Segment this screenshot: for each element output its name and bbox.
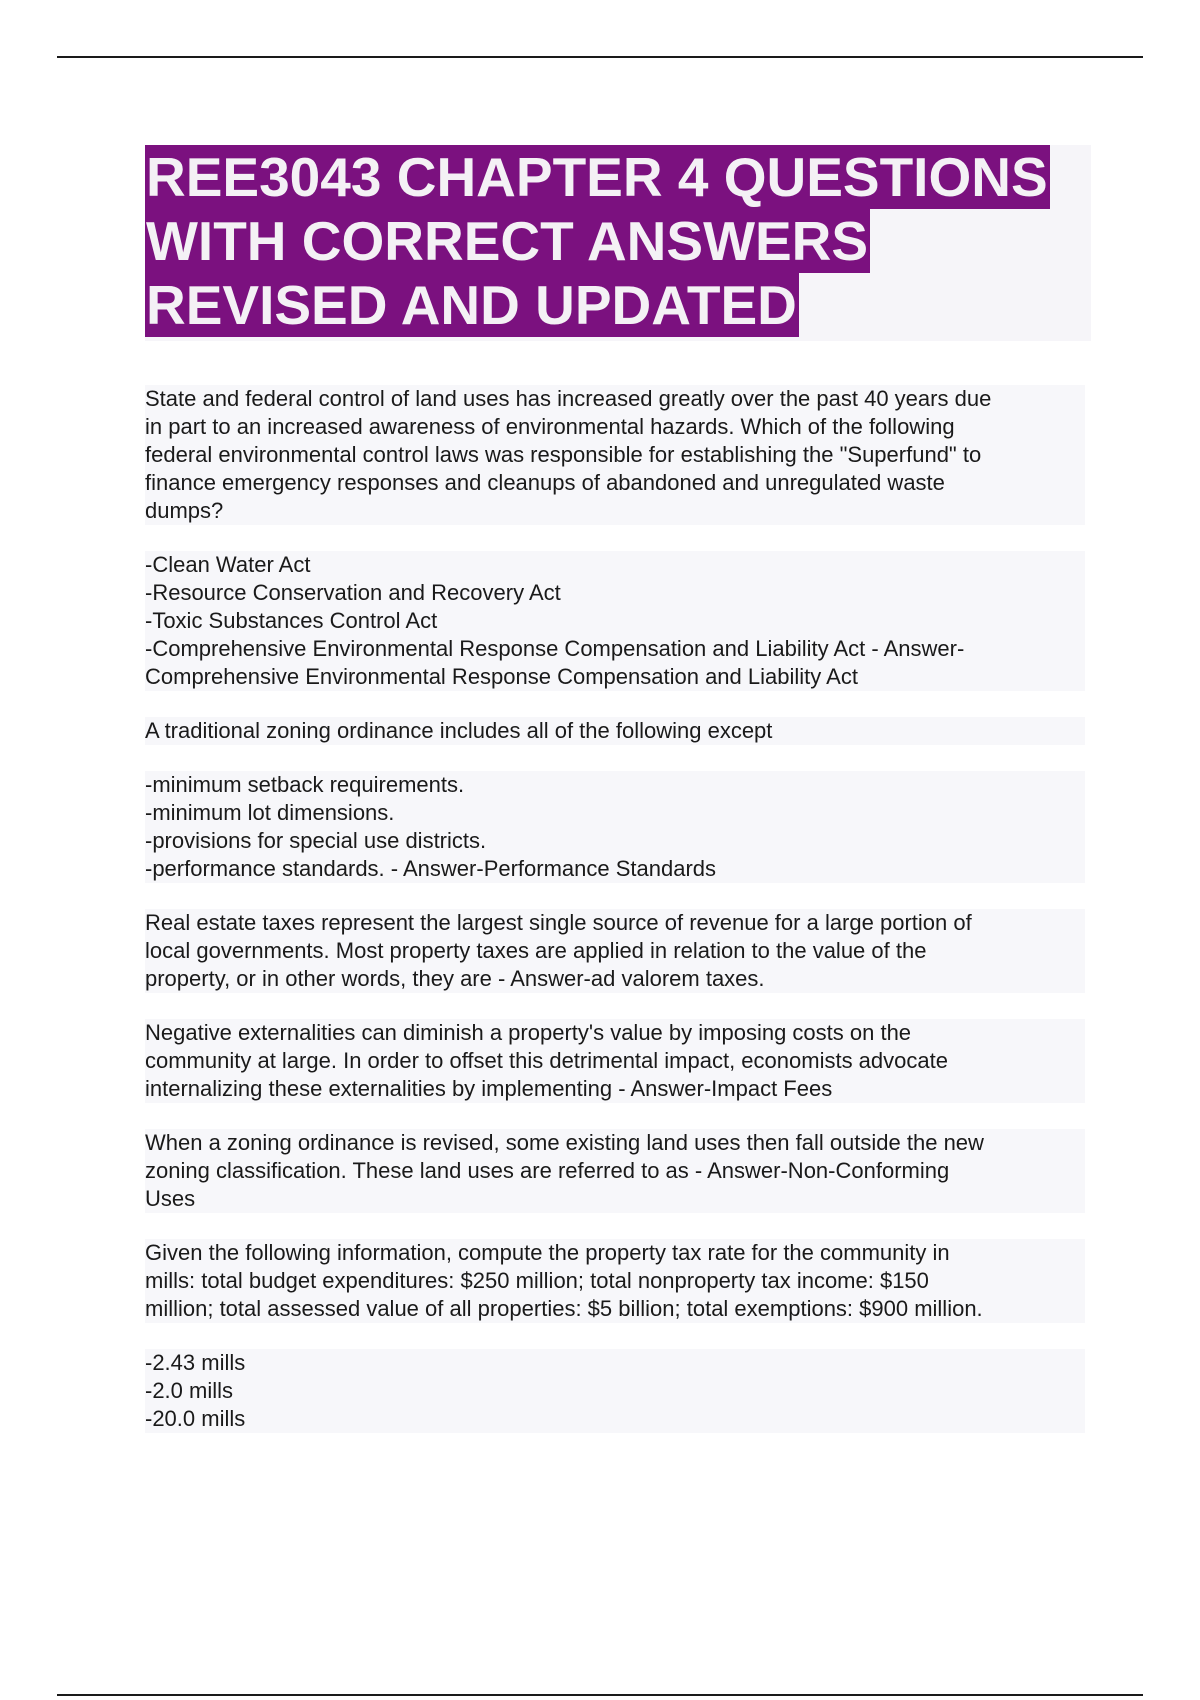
text-line: -2.43 mills [145,1350,246,1375]
document-title [145,145,1091,341]
text-line: dumps? [145,498,224,523]
text-line: finance emergency responses and cleanups of abandoned and unregulated waste [145,470,945,495]
paragraph [145,1239,1085,1323]
paragraph [145,1349,1085,1433]
bottom-rule [57,1694,1143,1696]
text-line: Negative externalities can diminish a property's value by imposing costs on the [145,1020,912,1045]
text-line: federal environmental control laws was responsible for establishing the "Superfund" to [145,442,982,467]
text-line: Given the following information, compute the property tax rate for the community in [145,1240,950,1265]
text-line: -Resource Conservation and Recovery Act [145,580,561,605]
paragraph [145,909,1085,993]
text-line: zoning classification. These land uses are referred to as - Answer-Non-Conforming [145,1158,950,1183]
top-rule [57,56,1143,58]
text-line: Comprehensive Environmental Response Compensation and Liability Act [145,664,858,689]
text-line: When a zoning ordinance is revised, some existing land uses then fall outside the new [145,1130,984,1155]
title-line: REE3043 CHAPTER 4 QUESTIONS [146,146,1048,208]
text-line: -20.0 mills [145,1406,246,1431]
paragraph [145,385,1085,525]
text-line: -2.0 mills [145,1378,234,1403]
title-line: WITH CORRECT ANSWERS [146,210,869,272]
text-line: -Comprehensive Environmental Response Compensation and Liability Act - Answer- [145,636,965,661]
text-line: -provisions for special use districts. [145,828,487,853]
paragraph [145,771,1085,883]
text-line: -Clean Water Act [145,552,311,577]
paragraph [145,717,1085,745]
text-line: property, or in other words, they are - Answer-ad valorem taxes. [145,966,765,991]
paragraph [145,551,1085,691]
text-line: -minimum lot dimensions. [145,800,395,825]
text-line: A traditional zoning ordinance includes all of the following except [145,718,773,743]
text-line: mills: total budget expenditures: $250 million; total nonproperty tax income: $150 [145,1268,929,1293]
title-line: REVISED AND UPDATED [146,274,797,336]
text-line: Real estate taxes represent the largest single source of revenue for a large portion of [145,910,972,935]
text-line: -minimum setback requirements. [145,772,465,797]
text-line: in part to an increased awareness of environmental hazards. Which of the following [145,414,955,439]
text-line: State and federal control of land uses has increased greatly over the past 40 years due [145,386,992,411]
text-line: community at large. In order to offset this detrimental impact, economists advocate [145,1048,948,1073]
document-body [145,385,1085,1459]
text-line: -Toxic Substances Control Act [145,608,438,633]
text-line: internalizing these externalities by implementing - Answer-Impact Fees [145,1076,833,1101]
paragraph [145,1129,1085,1213]
paragraph [145,1019,1085,1103]
text-line: -performance standards. - Answer-Performance Standards [145,856,717,881]
text-line: local governments. Most property taxes are applied in relation to the value of the [145,938,927,963]
text-line: Uses [145,1186,196,1211]
text-line: million; total assessed value of all properties: $5 billion; total exemptions: $900 million. [145,1296,983,1321]
